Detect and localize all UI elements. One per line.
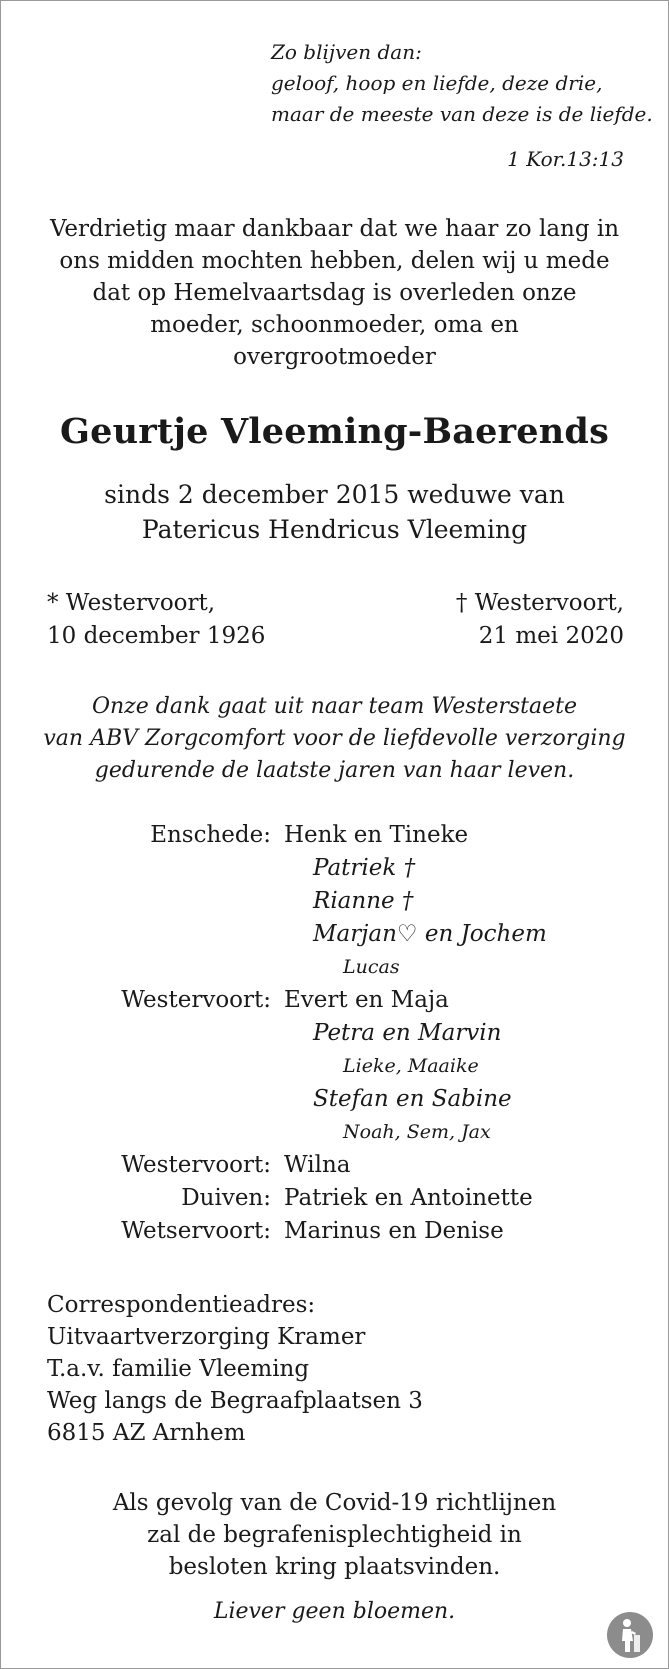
- birth-info: [47, 587, 265, 653]
- family-names: Rianne †: [313, 888, 414, 914]
- family-names: Marinus en Denise: [284, 1218, 504, 1244]
- death-info: [456, 587, 624, 653]
- family-location: Westervoort:: [121, 987, 271, 1013]
- intro-line: ons midden mochten hebben, delen wij u mede: [59, 248, 610, 274]
- spouse-name: Patericus Hendricus Vleeming: [141, 515, 528, 544]
- thanks-line: Onze dank gaat uit naar team Westerstaete: [91, 694, 578, 719]
- address-heading: Correspondentieadres:: [47, 1292, 316, 1318]
- family-row: [1, 885, 668, 918]
- family-row: [1, 1182, 668, 1215]
- death-place: † Westervoort,: [455, 590, 624, 616]
- no-flowers-note: Liever geen bloemen.: [213, 1599, 456, 1624]
- thanks-text: [1, 691, 668, 787]
- family-names: Patriek en Antoinette: [284, 1185, 533, 1211]
- family-location: Westervoort:: [121, 1152, 271, 1178]
- intro-text: [21, 213, 648, 373]
- covid-line: Als gevolg van de Covid-19 richtlijnen: [112, 1490, 557, 1516]
- family-location: Wetservoort:: [121, 1218, 271, 1244]
- family-names: Wilna: [284, 1152, 351, 1178]
- family-row: [1, 984, 668, 1017]
- widow-line: sinds 2 december 2015 weduwe van: [104, 480, 565, 509]
- address-line: T.a.v. familie Vleeming: [47, 1356, 310, 1382]
- quote-line: geloof, hoop en liefde, deze drie,: [271, 71, 603, 95]
- family-names: Patriek †: [313, 855, 416, 881]
- family-row: [1, 951, 668, 984]
- quote-reference: 1 Kor.13:13: [507, 147, 624, 171]
- intro-line: Verdrietig maar dankbaar dat we haar zo lang in: [49, 216, 620, 242]
- correspondence-address: [47, 1289, 423, 1449]
- family-row: [1, 1050, 668, 1083]
- family-location: Duiven:: [181, 1185, 271, 1211]
- intro-line: moeder, schoonmoeder, oma en: [150, 312, 519, 338]
- thanks-line: van ABV Zorgcomfort voor de liefdevolle verzorging: [43, 726, 626, 751]
- family-list: [1, 819, 668, 1248]
- widow-note: [1, 477, 668, 547]
- family-row: [1, 1116, 668, 1149]
- family-row: [1, 819, 668, 852]
- family-names: Lucas: [343, 956, 400, 978]
- family-row: [1, 852, 668, 885]
- address-line: Weg langs de Begraafplaatsen 3: [47, 1388, 423, 1414]
- memorial-figure-icon: [606, 1611, 654, 1659]
- quote-line: maar de meeste van deze is de liefde.: [271, 102, 653, 126]
- intro-line: dat op Hemelvaartsdag is overleden onze: [92, 280, 577, 306]
- covid-line: zal de begrafenisplechtigheid in: [147, 1522, 522, 1548]
- family-row: [1, 1149, 668, 1182]
- family-names: Lieke, Maaike: [343, 1055, 479, 1077]
- death-date: 21 mei 2020: [478, 623, 624, 649]
- family-location: Enschede:: [150, 822, 271, 848]
- deceased-name: Geurtje Vleeming-Baerends: [60, 411, 609, 452]
- family-names: Stefan en Sabine: [313, 1086, 512, 1112]
- family-names: Evert en Maja: [284, 987, 449, 1013]
- covid-notice: [1, 1487, 668, 1583]
- thanks-line: gedurende de laatste jaren van haar leven.: [94, 758, 575, 783]
- bible-quote: [271, 37, 653, 130]
- family-names: Henk en Tineke: [284, 822, 469, 848]
- address-line: Uitvaartverzorging Kramer: [47, 1324, 366, 1350]
- family-row: [1, 1017, 668, 1050]
- birth-place: * Westervoort,: [47, 590, 216, 616]
- family-names: Marjan♡ en Jochem: [313, 921, 547, 947]
- intro-line: overgrootmoeder: [233, 344, 436, 370]
- family-row: [1, 1215, 668, 1248]
- family-names: Petra en Marvin: [313, 1020, 502, 1046]
- address-line: 6815 AZ Arnhem: [47, 1420, 246, 1446]
- family-row: [1, 918, 668, 951]
- family-names: Noah, Sem, Jax: [343, 1121, 491, 1143]
- birth-date: 10 december 1926: [47, 623, 266, 649]
- family-row: [1, 1083, 668, 1116]
- covid-line: besloten kring plaatsvinden.: [168, 1554, 501, 1580]
- quote-line: Zo blijven dan:: [271, 40, 422, 64]
